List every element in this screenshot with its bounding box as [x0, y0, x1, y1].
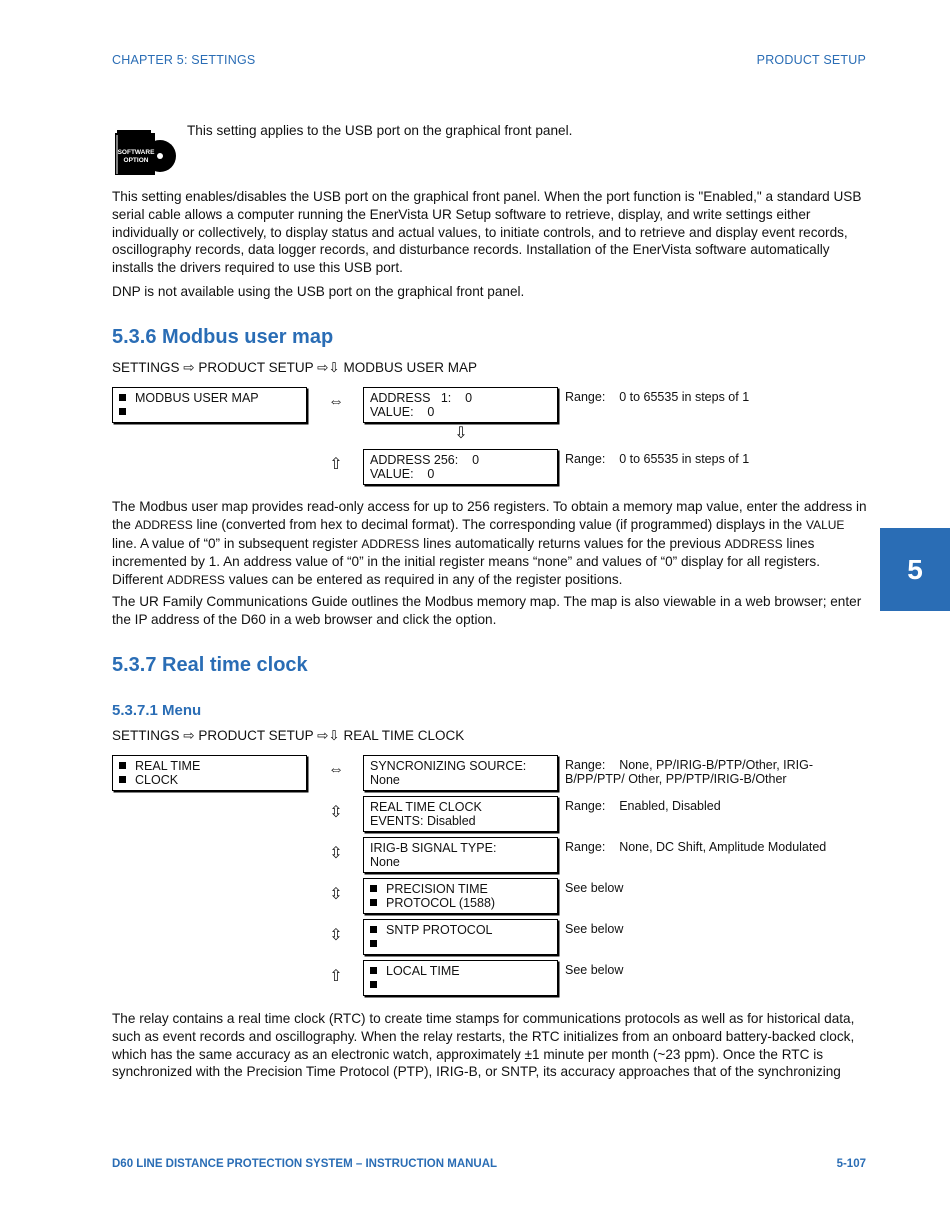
rtc-paragraph: The relay contains a real time clock (RTC) to create time stamps for communications protocols as well as for historical data, such as event records and oscillography. When the relay restarts, the RTC initializes from an onboard battery-backed clock, which has the same accuracy as an electronic watch, approximately ±1 minute per month (~23 ppm). Once the RTC is synchronized with the Precision Time Protocol (PTP), IRIG-B, or SNTP, its accuracy approaches that of the synchronizing	[112, 1011, 855, 1080]
rtc-heading: 5.3.7 Real time clock	[112, 654, 308, 676]
setting-line: ADDRESS 256: 0	[370, 453, 480, 467]
navigation-arrow-icon: ⇳	[329, 845, 343, 862]
range-text: Range: 0 to 65535 in steps of 1	[565, 452, 750, 466]
setting-line: REAL TIME CLOCK	[370, 800, 482, 814]
page-number: 5-107	[836, 1158, 866, 1170]
setting-value: PROTOCOL (1588)	[386, 896, 496, 910]
left-right-arrow-icon: ⇔	[328, 393, 344, 410]
up-arrow-icon: ⇧	[329, 456, 343, 473]
footer-title: D60 LINE DISTANCE PROTECTION SYSTEM – INSTRUCTION MANUAL	[112, 1158, 498, 1170]
navigation-arrow-icon: ⇧	[329, 968, 343, 985]
setting-value: None	[370, 855, 400, 869]
software-option-icon	[113, 127, 177, 177]
modbus-settings-path: SETTINGS ⇨ PRODUCT SETUP ⇨⇩ MODBUS USER MAP	[112, 360, 477, 375]
svg-text:OPTION: OPTION	[123, 157, 149, 164]
menu-label: MODBUS USER MAP	[135, 391, 259, 405]
dnp-note: DNP is not available using the USB port on the graphical front panel.	[112, 284, 525, 299]
setting-value: EVENTS: Disabled	[370, 814, 476, 828]
range-text: See below	[565, 922, 624, 936]
rtc-setting-box	[363, 837, 558, 873]
rtc-settings-path: SETTINGS ⇨ PRODUCT SETUP ⇨⇩ REAL TIME CLOCK	[112, 728, 465, 743]
setting-value: VALUE: 0	[370, 467, 435, 481]
range-text: Range: None, DC Shift, Amplitude Modulated	[565, 840, 827, 854]
menu-label: REAL TIME	[135, 759, 201, 773]
chapter-tab: 5	[880, 528, 950, 611]
rtc-menu-box	[112, 755, 307, 791]
navigation-arrow-icon: ⇳	[329, 927, 343, 944]
navigation-arrow-icon: ⇳	[329, 886, 343, 903]
modbus-address-1-box	[363, 387, 558, 423]
setting-line: LOCAL TIME	[386, 964, 460, 978]
down-arrow-icon: ⇩	[454, 425, 468, 442]
navigation-arrow-icon: ⇳	[329, 804, 343, 821]
setting-line: IRIG-B SIGNAL TYPE:	[370, 841, 497, 855]
software-option-note: This setting applies to the USB port on the graphical front panel.	[187, 123, 573, 138]
range-text: See below	[565, 881, 624, 895]
chapter-header: CHAPTER 5: SETTINGS	[112, 53, 256, 67]
modbus-address-256-box	[363, 449, 558, 485]
modbus-paragraph: The Modbus user map provides read-only access for up to 256 registers. To obtain a memory map value, enter the address in the ADDRESS line (converted from hex to decimal format). The corresponding value (if programmed) displays in the VALUE line. A value of “0” in subsequent register ADDRESS lines automatically returns values for the previous ADDRESS lines incremented by 1. An address value of “0” in the initial register means “none” and values of “0” display for all registers. Different ADDRESS values can be entered as required in any of the register positions.	[112, 499, 867, 588]
modbus-map-paragraph: The UR Family Communications Guide outlines the Modbus memory map. The map is also viewable in a web browser; enter the IP address of the D60 in a web browser and click the option.	[112, 594, 862, 627]
intro-paragraph: This setting enables/disables the USB port on the graphical front panel. When the port function is "Enabled," a standard USB serial cable allows a computer running the EnerVista UR Setup software to retrieve, display, and write settings either individually or collectively, to display status and actual values, to initiate controls, and to retrieve and display event records, oscillography records, data logger records, and disturbance records. Installation of the EnerVista software automatically installs the drivers required to use this USB port.	[112, 189, 862, 276]
range-text: See below	[565, 963, 624, 977]
setting-line: SNTP PROTOCOL	[386, 923, 493, 937]
rtc-setting-box	[363, 919, 558, 955]
svg-text:SOFTWARE: SOFTWARE	[117, 149, 155, 156]
navigation-arrow-icon: ⇔	[328, 761, 344, 778]
setting-line: SYNCRONIZING SOURCE:	[370, 759, 527, 773]
setting-value: None	[370, 773, 400, 787]
range-text: Range: None, PP/IRIG-B/PTP/Other, IRIG-B/PP/PTP/ Other, PP/PTP/IRIG-B/Other	[565, 758, 814, 786]
menu-label: CLOCK	[135, 773, 179, 787]
modbus-menu-box	[112, 387, 307, 423]
rtc-setting-box	[363, 878, 558, 914]
rtc-menu-subheading: 5.3.7.1 Menu	[112, 702, 202, 719]
section-header: PRODUCT SETUP	[756, 53, 866, 67]
rtc-setting-box	[363, 960, 558, 996]
setting-line: ADDRESS 1: 0	[370, 391, 473, 405]
setting-line: PRECISION TIME	[386, 882, 488, 896]
range-text: Range: Enabled, Disabled	[565, 799, 721, 813]
rtc-setting-box	[363, 755, 558, 791]
modbus-heading: 5.3.6 Modbus user map	[112, 326, 334, 348]
setting-value: VALUE: 0	[370, 405, 435, 419]
range-text: Range: 0 to 65535 in steps of 1	[565, 390, 750, 404]
rtc-setting-box	[363, 796, 558, 832]
